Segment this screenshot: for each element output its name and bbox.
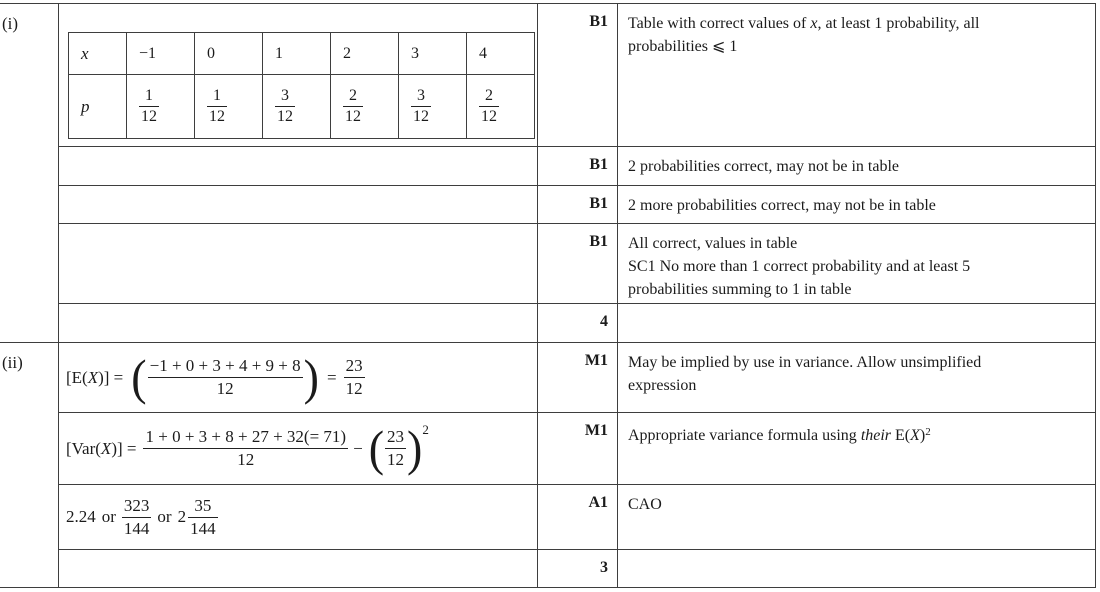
mark-code-a1-row8: A1 <box>538 485 618 550</box>
equals-sign: = <box>326 367 337 387</box>
ex-sum-fraction: $\frac{-1 + 0 + 3 + 4 + 9 + 8}{12}$ <box>149 356 301 398</box>
guidance-row4-line2: SC1 No more than 1 correct probability and at least 5 <box>628 258 971 275</box>
prob-x-value: 2 <box>331 33 399 75</box>
guidance-row6-line2: expression <box>628 377 697 394</box>
prob-table-p-header: p <box>69 75 127 139</box>
mark-code-b1-row1: B1 <box>538 4 618 147</box>
mark-code-m1-row6: M1 <box>538 343 618 413</box>
guidance-row4 <box>618 224 1096 304</box>
ex-lhs: [E(X)] = <box>66 367 124 387</box>
or-word: or <box>101 507 116 526</box>
guidance-row4-line1: All correct, values in table <box>628 235 798 252</box>
prob-p-value: $\frac{2}{12}$ <box>331 75 399 139</box>
mark-code-b1-row3: B1 <box>538 186 618 224</box>
guidance-row6 <box>618 343 1096 413</box>
answer-cell-empty <box>59 147 538 186</box>
prob-p-value: $\frac{1}{12}$ <box>195 75 263 139</box>
probability-table <box>68 32 535 139</box>
guidance-row1-line1: Table with correct values of x, at least 1 probability, all <box>628 15 980 32</box>
part-label-i <box>0 4 59 343</box>
mark-code-b1-row2: B1 <box>538 147 618 186</box>
answer-cell-empty <box>59 186 538 224</box>
guidance-row4-line3: probabilities summing to 1 in table <box>628 281 852 298</box>
prob-p-value: $\frac{3}{12}$ <box>399 75 467 139</box>
guidance-row6-line1: May be implied by use in variance. Allow unsimplified <box>628 354 982 371</box>
formula-expected-value: [E(X)] = ( $\frac{-1 + 0 + 3 + 4 + 9 + 8}{12}$ ) = $\frac{23}{12}$ <box>66 349 363 405</box>
guidance-row2: 2 probabilities correct, may not be in table <box>618 147 1096 186</box>
part-label-ii <box>0 343 59 588</box>
minus-sign: − <box>353 438 363 458</box>
answer-cell-empty <box>59 304 538 343</box>
mark-scheme-table <box>0 3 1096 588</box>
guidance-cell-empty <box>618 304 1096 343</box>
prob-x-value: 1 <box>263 33 331 75</box>
guidance-cell-empty <box>618 550 1096 588</box>
answer-fraction-2: $\frac{35}{144}$ <box>190 495 216 538</box>
marks-total-i: 4 <box>538 304 618 343</box>
prob-table-p-row <box>69 75 535 139</box>
var-sum-fraction: $\frac{1 + 0 + 3 + 8 + 27 + 32(= 71)}{12}$ <box>145 427 347 469</box>
mixed-number-whole: 2 <box>177 507 187 526</box>
guidance-row8: CAO <box>618 485 1096 550</box>
prob-x-value: 3 <box>399 33 467 75</box>
part-ii-text: (ii) <box>2 353 23 372</box>
guidance-row7: Appropriate variance formula using their $E(X)^2$ <box>618 413 1096 485</box>
answer-decimal: 2.24 <box>66 507 96 526</box>
prob-x-value: 4 <box>467 33 535 75</box>
ex-result-fraction: $\frac{23}{12}$ <box>345 356 363 398</box>
answer-cell-prob-table <box>59 4 538 147</box>
answer-cell-final <box>59 485 538 550</box>
answer-cell-empty <box>59 550 538 588</box>
guidance-squared-exponent: 2 <box>925 426 931 438</box>
squared-exponent: 2 <box>422 421 429 437</box>
final-answer <box>59 485 537 549</box>
marks-total-ii: 3 <box>538 550 618 588</box>
prob-table-x-row <box>69 33 535 75</box>
prob-table-x-header: x <box>69 33 127 75</box>
var-mean-fraction: $\frac{23}{12}$ <box>387 427 405 469</box>
prob-x-value: 0 <box>195 33 263 75</box>
prob-p-value: $\frac{2}{12}$ <box>467 75 535 139</box>
var-lhs: [Var(X)] = <box>66 438 137 458</box>
prob-p-value: $\frac{1}{12}$ <box>127 75 195 139</box>
prob-x-value: −1 <box>127 33 195 75</box>
part-i-text: (i) <box>2 14 19 33</box>
mark-code-b1-row4: B1 <box>538 224 618 304</box>
answer-cell-expected-value <box>59 343 538 413</box>
guidance-row1 <box>618 4 1096 147</box>
answer-cell-empty <box>59 224 538 304</box>
prob-p-value: $\frac{3}{12}$ <box>263 75 331 139</box>
guidance-row1-line2: probabilities ⩽ 1 <box>628 38 738 55</box>
answer-fraction-1: $\frac{323}{144}$ <box>123 495 150 538</box>
formula-variance: [Var(X)] = $\frac{1 + 0 + 3 + 8 + 27 + 32(= 71)}{12}$ − ( $\frac{23}{12}$ ) 2 <box>66 420 429 476</box>
guidance-row3: 2 more probabilities correct, may not be in table <box>618 186 1096 224</box>
answer-cell-variance <box>59 413 538 485</box>
or-word: or <box>157 507 172 526</box>
mark-code-m1-row7: M1 <box>538 413 618 485</box>
